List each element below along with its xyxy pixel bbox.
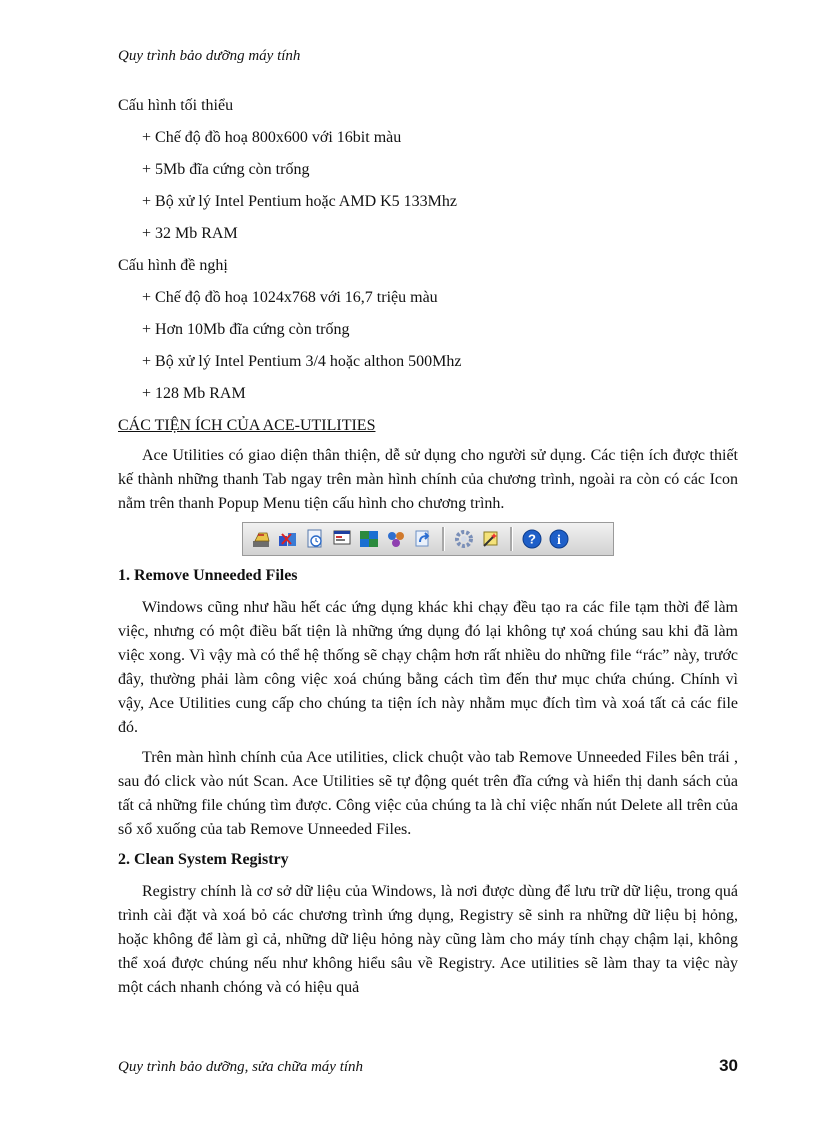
min-config-item: + Chế độ đồ hoạ 800x600 với 16bit màu — [142, 129, 402, 146]
page-footer — [118, 1056, 738, 1076]
options-icon — [452, 527, 476, 551]
uninstall-icon — [357, 527, 381, 551]
shortcut-icon — [411, 527, 435, 551]
history-icon — [303, 527, 327, 551]
ace-utilities-toolbar — [242, 522, 614, 556]
page-number: 30 — [719, 1056, 738, 1075]
section1-paragraph: Trên màn hình chính của Ace utilities, click chuột vào tab Remove Unneeded Files bên trái , sau đó click vào nút Scan. Ace Utilities sẽ tự động quét trên đĩa cứng và hiển thị danh sách của tất cả những file chúng tìm được. Công việc của chúng ta là chỉ việc nhấn nút Delete all trên của sổ xổ xuống của tab Remove Unneeded Files. — [118, 749, 738, 838]
duplicate-icon — [384, 527, 408, 551]
section1-paragraph: Windows cũng như hầu hết các ứng dụng khác khi chạy đều tạo ra các file tạm thời để làm việc, nhưng có một điều bất tiện là những ứng dụng đó lại không tự xoá chúng sau khi đã làm việc xong. Vì vậy mà có thể hệ thống sẽ chạy chậm hơn rất nhiều do những file “rác” này, trước đây, thường phải làm công việc xoá chúng bằng cách tìm đến thư mục chứa chúng. Chính vì vậy, Ace Utilities cung cấp cho chúng ta tiện ích này nhằm mục đích tìm và xoá tất cả các file đó. — [118, 599, 738, 736]
section-title-remove-files: 1. Remove Unneeded Files — [118, 567, 298, 584]
about-icon — [547, 527, 571, 551]
section2-paragraph: Registry chính là cơ sở dữ liệu của Windows, là nơi được dùng để lưu trữ dữ liệu, trong quá trình cài đặt và xoá bỏ các chương trình ứng dụng, Registry sẽ sinh ra những dữ liệu bị hỏng, hoặc không để làm gì cả, những dữ liệu hỏng này cũng làm cho máy tính chạy chậm lại, không thể xoá được chúng nếu như không hiểu sâu về Registry. Ace utilities sẽ làm thay ta việc này một cách nhanh chóng và có hiệu quả — [118, 883, 738, 996]
min-config-heading: Cấu hình tối thiểu — [118, 97, 234, 114]
section-title-clean-registry: 2. Clean System Registry — [118, 851, 289, 868]
rec-config-item: + Bộ xử lý Intel Pentium 3/4 hoặc althon 500Mhz — [142, 353, 462, 370]
min-config-item: + 32 Mb RAM — [142, 225, 238, 242]
running-header: Quy trình bảo dưỡng máy tính — [118, 48, 301, 64]
rec-config-item: + Chế độ đồ hoạ 1024x768 với 16,7 triệu màu — [142, 289, 438, 306]
rec-config-item: + Hơn 10Mb đĩa cứng còn trống — [142, 321, 350, 338]
registry-icon — [276, 527, 300, 551]
utilities-heading: CÁC TIỆN ÍCH CỦA ACE-UTILITIES — [118, 417, 376, 434]
startup-icon — [330, 527, 354, 551]
min-config-item: + Bộ xử lý Intel Pentium hoặc AMD K5 133Mhz — [142, 193, 458, 210]
min-config-item: + 5Mb đĩa cứng còn trống — [142, 161, 310, 178]
svg-text:i: i — [557, 533, 561, 548]
rec-config-heading: Cấu hình đề nghị — [118, 257, 228, 274]
help-icon — [520, 527, 544, 551]
svg-text:?: ? — [528, 531, 536, 547]
toolbar-separator — [510, 527, 513, 551]
remove-files-icon — [249, 527, 273, 551]
utilities-intro: Ace Utilities có giao diện thân thiện, dễ sử dụng cho người sử dụng. Các tiện ích được thiết kế thành những thanh Tab ngay trên màn hình chính của chương trình, ngoài ra còn có các Icon nằm trên thanh Popup Menu tiện cấu hình cho chương trình. — [118, 447, 738, 512]
page-body — [118, 94, 738, 1000]
wizard-icon — [479, 527, 503, 551]
rec-config-item: + 128 Mb RAM — [142, 385, 246, 402]
toolbar-separator — [442, 527, 445, 551]
footer-title: Quy trình bảo dưỡng, sửa chữa máy tính — [118, 1059, 364, 1075]
